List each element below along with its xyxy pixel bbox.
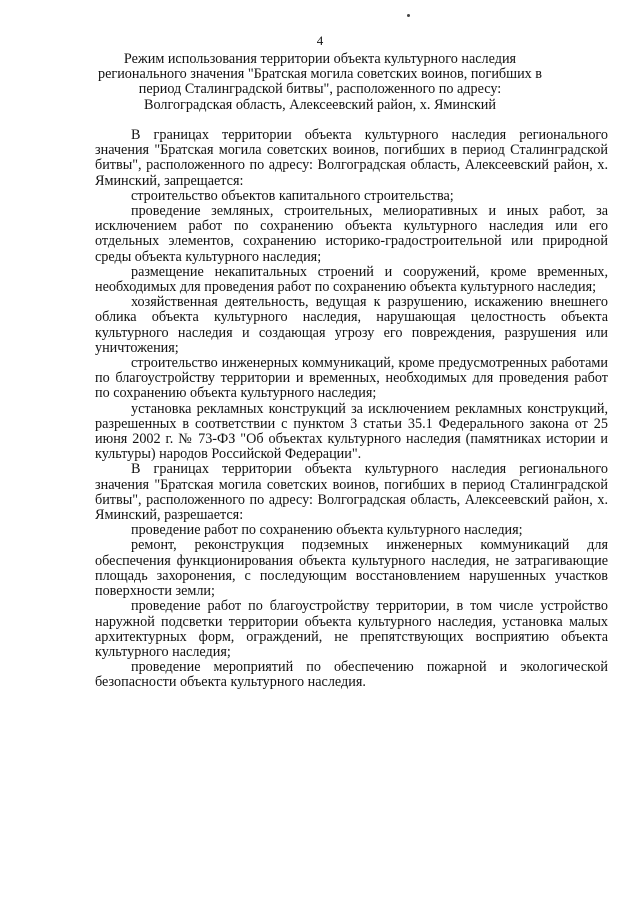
paragraph-prohibited-intro: В границах территории объекта культурного наследия регионального значения "Братская могила советских воинов, погибших в период Сталинградской битвы", расположенного по адресу: Волгоградская область, Алексеевский район, х. Яминский, запрещается: [95,127,608,189]
paragraph-item: ремонт, реконструкция подземных инженерных коммуникаций для обеспечения функционирования объекта культурного наследия, не затрагивающие площадь захоронения, с последующим восстановлением нарушенных участков поверхности земли; [95,537,608,600]
scan-mark [407,14,410,17]
paragraph-item: строительство инженерных коммуникаций, кроме предусмотренных работами по благоустройству территории и временных, необходимых для проведения работ по сохранению объекта культурного наследия; [95,355,608,402]
document-body [95,128,608,691]
page-number: 4 [316,33,324,48]
paragraph-allowed-intro: В границах территории объекта культурного наследия регионального значения "Братская могила советских воинов, погибших в период Сталинградской битвы", расположенного по адресу: Волгоградская область, Алексеевский район, х. Яминский, разрешается: [95,461,608,524]
paragraph-item: проведение земляных, строительных, мелиоративных и иных работ, за исключением работ по сохранению объекта культурного наследия или его отдельных элементов, сохранению историко-градостроительной или природной среды объекта культурного наследия; [95,203,608,265]
paragraph-item: размещение некапитальных строений и сооружений, кроме временных, необходимых для проведения работ по сохранению объекта культурного наследия; [95,263,608,296]
paragraph-item: строительство объектов капитального строительства; [131,187,454,204]
paragraph-item: установка рекламных конструкций за исключением рекламных конструкций, разрешенных в соответствии с пунктом 3 статьи 35.1 Федерального закона от 25 июня 2002 г. № 73-ФЗ "Об объектах культурного наследия (памятниках истории и культуры) народов Российской Федерации". [95,400,608,463]
paragraph-item: проведение работ по сохранению объекта культурного наследия; [131,522,523,539]
document-title: Режим использования территории объекта культурного наследия регионального значения "Братская могила советских воинов, погибших в период Сталинградской битвы", расположенного по адресу: Волгоградская область, Алексеевский район, х. Яминский [98,51,542,113]
paragraph-item: проведение работ по благоустройству территории, в том числе устройство наружной подсветки территории объекта культурного наследия, установка малых архитектурных форм, ограждений, не препятствующих восприятию объекта культурного наследия; [95,598,608,660]
paragraph-item: хозяйственная деятельность, ведущая к разрушению, искажению внешнего облика объекта культурного наследия, нарушающая целостность объекта культурного наследия и создающая угрозу его повреждения, разрушения или уничтожения; [95,294,608,356]
paragraph-item: проведение мероприятий по обеспечению пожарной и экологической безопасности объекта культурного наследия. [95,659,608,691]
